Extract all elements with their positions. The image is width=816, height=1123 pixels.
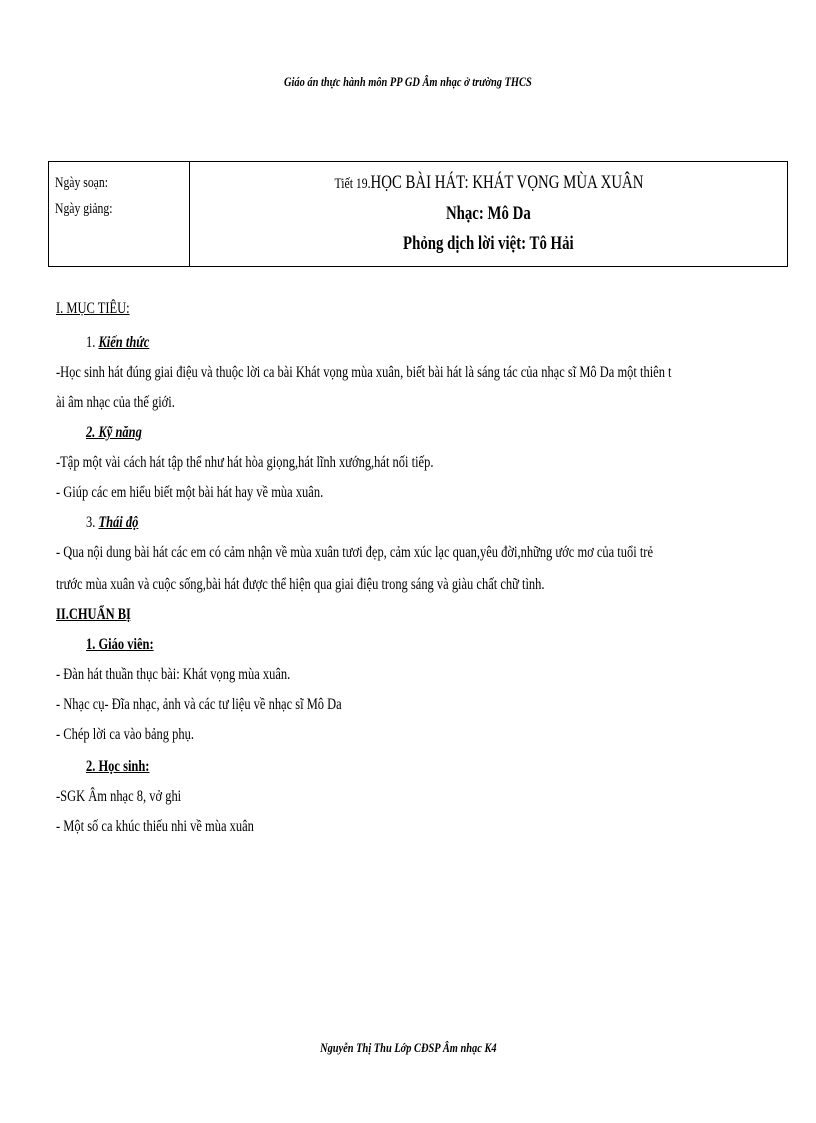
page-header: Giáo án thực hành môn PP GD Âm nhạc ở trường THCS	[284, 74, 532, 89]
skills-number: 2.	[86, 424, 99, 441]
dates-cell	[49, 162, 190, 267]
student-item-1: -SGK Âm nhạc 8, vở ghi	[56, 788, 182, 805]
knowledge-text-2: ài âm nhạc của thế giới.	[56, 394, 175, 411]
teacher-item-3: - Chép lời ca vào bảng phụ.	[56, 726, 194, 743]
composer-line: Nhạc: Mô Da	[446, 203, 531, 224]
lesson-info-table	[48, 161, 788, 267]
page-footer: Nguyễn Thị Thu Lớp CĐSP Âm nhạc K4	[319, 1040, 497, 1055]
knowledge-number: 1.	[86, 334, 99, 351]
student-heading: 2. Học sinh:	[86, 758, 150, 775]
ngay-soan-label: Ngày soạn:	[55, 175, 108, 191]
lesson-title: HỌC BÀI HÁT: KHÁT VỌNG MÙA XUÂN	[370, 172, 643, 193]
knowledge-heading: Kiến thức	[98, 334, 150, 351]
teacher-item-1: - Đàn hát thuần thục bài: Khát vọng mùa xuân.	[56, 666, 291, 683]
attitude-text-1: - Qua nội dung bài hát các em có cảm nhận về mùa xuân tươi đẹp, cảm xúc lạc quan,yêu đời,những ước mơ của tuổi trẻ	[56, 544, 654, 561]
lesson-title-cell	[190, 162, 788, 267]
skills-text-2: - Giúp các em hiểu biết một bài hát hay về mùa xuân.	[56, 484, 324, 501]
knowledge-text-1: -Học sinh hát đúng giai điệu và thuộc lời ca bài Khát vọng mùa xuân, biết bài hát là sáng tác của nhạc sĩ Mô Da một thiên t	[56, 364, 672, 381]
attitude-heading: Thái độ	[98, 514, 139, 531]
teacher-heading: 1. Giáo viên:	[86, 636, 154, 653]
teacher-item-2: - Nhạc cụ- Đĩa nhạc, ảnh và các tư liệu về nhạc sĩ Mô Da	[56, 696, 342, 713]
skills-text-1: -Tập một vài cách hát tập thể như hát hòa giọng,hát lĩnh xướng,hát nối tiếp.	[56, 454, 434, 471]
section-preparation-heading: II.CHUẨN BỊ	[56, 606, 131, 623]
lesson-number: Tiết 19.	[334, 176, 371, 192]
section-objectives-heading: I. MỤC TIÊU:	[56, 300, 130, 317]
attitude-text-2: trước mùa xuân và cuộc sống,bài hát được thể hiện qua giai điệu trong sáng và giàu chất chữ tình.	[56, 576, 545, 593]
attitude-number: 3.	[86, 514, 99, 531]
student-item-2: - Một số ca khúc thiếu nhi về mùa xuân	[56, 818, 254, 835]
skills-heading: Kỹ năng	[98, 424, 142, 441]
ngay-giang-label: Ngày giảng:	[55, 201, 113, 217]
lyricist-line: Phỏng dịch lời việt: Tô Hải	[403, 233, 574, 254]
